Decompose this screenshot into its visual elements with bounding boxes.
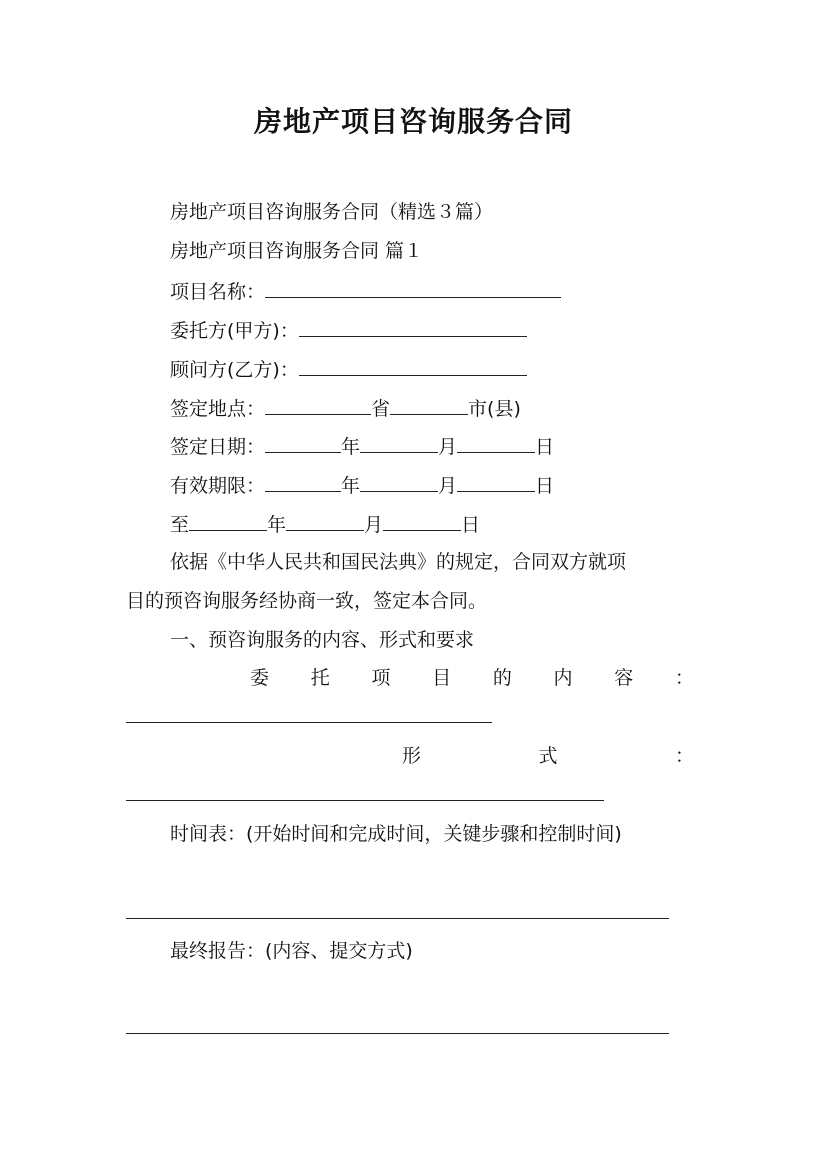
schedule-blank — [126, 918, 669, 919]
valid-term-row — [170, 471, 554, 499]
project-name-row — [170, 277, 561, 305]
valid-until-row — [170, 510, 480, 538]
day-label: 日 — [461, 514, 481, 536]
year-label: 年 — [341, 475, 361, 497]
province-label: 省 — [371, 398, 391, 420]
valid-term-label: 有效期限： — [170, 475, 266, 497]
document-subtitle: 房地产项目咨询服务合同（精选３篇） — [170, 201, 494, 223]
valid-year-blank — [265, 471, 341, 492]
city-blank — [390, 394, 468, 415]
content-label-char: 项 — [371, 667, 391, 689]
sign-year-blank — [265, 432, 341, 453]
form-label-char: ： — [674, 745, 694, 767]
section-1-heading: 一、预咨询服务的内容、形式和要求 — [170, 629, 475, 651]
party-a-blank — [299, 316, 527, 337]
month-label: 月 — [438, 475, 458, 497]
sign-date-label: 签定日期： — [170, 436, 266, 458]
final-report-label: 最终报告：(内容、提交方式) — [170, 940, 413, 962]
content-blank — [126, 722, 492, 723]
sign-month-blank — [360, 432, 438, 453]
content-label-char: 托 — [310, 667, 330, 689]
month-label: 月 — [364, 514, 384, 536]
form-blank — [126, 800, 604, 801]
day-label: 日 — [535, 475, 555, 497]
until-month-blank — [286, 510, 364, 531]
sign-place-label: 签定地点： — [170, 398, 266, 420]
content-label-char: 容 — [614, 667, 634, 689]
valid-day-blank — [457, 471, 535, 492]
until-day-blank — [383, 510, 461, 531]
party-b-label: 顾问方(乙方)： — [170, 359, 299, 381]
party-a-label: 委托方(甲方)： — [170, 320, 299, 342]
project-name-label: 项目名称： — [170, 281, 266, 303]
content-label-char: 委 — [250, 667, 270, 689]
content-label — [250, 665, 694, 691]
sign-date-row — [170, 432, 554, 460]
city-label: 市(县) — [468, 398, 521, 420]
until-year-blank — [189, 510, 267, 531]
sign-day-blank — [457, 432, 535, 453]
content-label-char: 的 — [492, 667, 512, 689]
paragraph-1-line-1: 依据《中华人民共和国民法典》的规定，合同双方就项 — [170, 551, 627, 573]
sign-place-row — [170, 394, 521, 422]
year-label: 年 — [341, 436, 361, 458]
final-report-blank — [126, 1033, 669, 1034]
content-label-char: 内 — [553, 667, 573, 689]
party-a-row — [170, 316, 527, 344]
schedule-label: 时间表：(开始时间和完成时间，关键步骤和控制时间) — [170, 823, 622, 845]
party-b-blank — [299, 355, 527, 376]
article-heading: 房地产项目咨询服务合同 篇１ — [170, 240, 424, 262]
paragraph-1-line-2: 目的预咨询服务经协商一致，签定本合同。 — [126, 590, 488, 612]
to-label: 至 — [170, 514, 190, 536]
content-label-char: ： — [674, 667, 694, 689]
project-name-blank — [265, 277, 561, 298]
year-label: 年 — [267, 514, 287, 536]
document-title: 房地产项目咨询服务合同 — [253, 105, 573, 138]
form-label — [402, 743, 694, 769]
form-label-char: 形 — [402, 745, 422, 767]
day-label: 日 — [535, 436, 555, 458]
form-label-char: 式 — [538, 745, 558, 767]
content-label-char: 目 — [432, 667, 452, 689]
province-blank — [265, 394, 371, 415]
month-label: 月 — [438, 436, 458, 458]
valid-month-blank — [360, 471, 438, 492]
party-b-row — [170, 355, 527, 383]
